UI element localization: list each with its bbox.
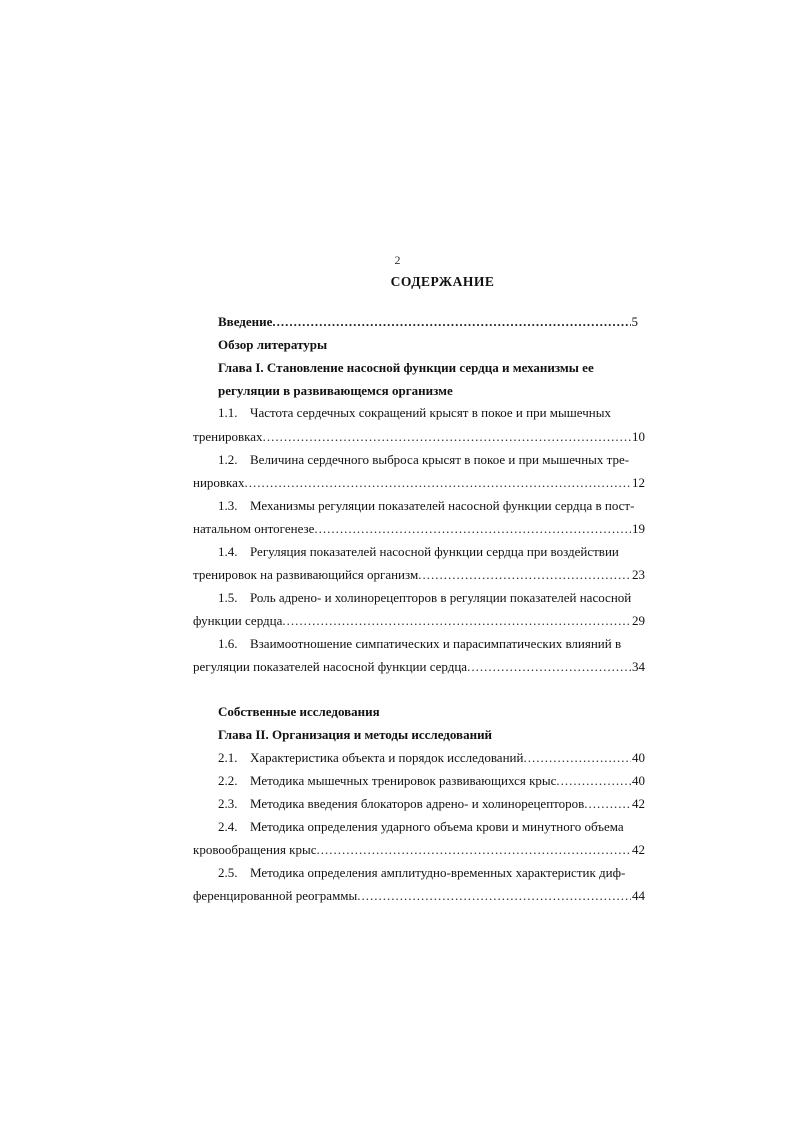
toc-section-number: 2.3. [218, 796, 238, 811]
toc-leader-dots [263, 428, 631, 446]
toc-entry-label: Роль адрено- и холинорецепторов в регуляции показателей насосной [250, 590, 632, 605]
toc-leader-dots [418, 566, 631, 584]
toc-section-number: 2.5. [218, 865, 238, 880]
toc-section-number: 1.1. [218, 405, 238, 420]
toc-entry-label: ференцированной реограммы [193, 888, 358, 903]
toc-chapter-1-title: Глава I. Становление насосной функции сердца и механизмы ее [218, 360, 594, 375]
toc-page-number: 42 [632, 842, 645, 857]
toc-leader-dots [584, 795, 631, 813]
toc-section-number: 1.4. [218, 544, 238, 559]
toc-page-number: 12 [632, 475, 645, 490]
toc-entry-1-1-cont[interactable] [193, 428, 645, 446]
toc-entry-1-6-cont[interactable] [193, 658, 645, 676]
toc-page-number: 42 [632, 796, 645, 811]
toc-entry-label: регуляции показателей насосной функции сердца [193, 659, 468, 674]
toc-entry-1-5-cont[interactable] [193, 612, 645, 630]
toc-entry-label: функции сердца [193, 613, 283, 628]
toc-entry-label: натальном онтогенезе [193, 521, 315, 536]
toc-entry-1-2[interactable] [218, 451, 629, 469]
toc-section-number: 1.2. [218, 452, 238, 467]
toc-page-number: 34 [632, 659, 645, 674]
toc-entry-label: Взаимоотношение симпатических и парасимпатических влияний в [250, 636, 622, 651]
toc-entry-1-2-cont[interactable] [193, 474, 645, 492]
toc-entry-label: Методика определения амплитудно-временных характеристик диф- [250, 865, 626, 880]
toc-entry-label: Частота сердечных сокращений крысят в покое и при мышечных [250, 405, 611, 420]
toc-entry-1-3-cont[interactable] [193, 520, 645, 538]
toc-leader-dots [282, 612, 631, 630]
toc-leader-dots [467, 658, 631, 676]
toc-section-number: 2.1. [218, 750, 238, 765]
toc-entry-label: кровообращения крыс [193, 842, 317, 857]
toc-entry-1-4-cont[interactable] [193, 566, 645, 584]
toc-page-number: 29 [632, 613, 645, 628]
toc-entry-1-6[interactable] [218, 635, 621, 653]
toc-entry-1-3[interactable] [218, 497, 634, 515]
toc-entry-label: Величина сердечного выброса крысят в покое и при мышечных тре- [250, 452, 630, 467]
toc-section-number: 1.6. [218, 636, 238, 651]
toc-entry-label: нировках [193, 475, 245, 490]
toc-page-number: 40 [632, 750, 645, 765]
toc-heading-lit-review: Обзор литературы [218, 337, 328, 352]
toc-entry-label: тренировках [193, 429, 263, 444]
toc-entry-1-4[interactable] [218, 543, 619, 561]
toc-page-number: 44 [632, 888, 645, 903]
toc-page-number: 19 [632, 521, 645, 536]
toc-section-number: 2.2. [218, 773, 238, 788]
toc-page-number: 5 [631, 314, 638, 329]
toc-entry-intro[interactable] [218, 313, 638, 331]
toc-chapter-1-title-cont: регуляции в развивающемся организме [218, 383, 453, 398]
page-number: 2 [394, 253, 401, 267]
toc-leader-dots [314, 520, 631, 538]
toc-entry-2-2[interactable] [218, 772, 645, 790]
toc-entry-2-4-cont[interactable] [193, 841, 645, 859]
toc-entry-label: Методика определения ударного объема крови и минутного объема [250, 819, 624, 834]
toc-entry-2-3[interactable] [218, 795, 645, 813]
toc-entry-2-5-cont[interactable] [193, 887, 645, 905]
toc-entry-1-1[interactable] [218, 404, 611, 422]
toc-section-number: 1.3. [218, 498, 238, 513]
page-title: СОДЕРЖАНИЕ [390, 274, 495, 289]
toc-entry-label: Методика мышечных тренировок развивающихся крыс [250, 773, 557, 788]
toc-heading-own-research: Собственные исследования [218, 704, 380, 719]
toc-entry-label: Механизмы регуляции показателей насосной функции сердца в пост- [250, 498, 635, 513]
toc-leader-dots [556, 772, 631, 790]
toc-leader-dots [523, 749, 631, 767]
toc-section-number: 2.4. [218, 819, 238, 834]
toc-entry-label: Регуляция показателей насосной функции сердца при воздействии [250, 544, 619, 559]
toc-entry-label: тренировок на развивающийся организм [193, 567, 419, 582]
toc-entry-label: Методика введения блокаторов адрено- и холинорецепторов [250, 796, 585, 811]
toc-section-number: 1.5. [218, 590, 238, 605]
toc-page-number: 23 [632, 567, 645, 582]
toc-leader-dots [244, 474, 631, 492]
toc-entry-2-1[interactable] [218, 749, 645, 767]
toc-entry-1-5[interactable] [218, 589, 631, 607]
toc-page-number: 10 [632, 429, 645, 444]
toc-entry-2-5[interactable] [218, 864, 625, 882]
toc-entry-label: Характеристика объекта и порядок исследований [250, 750, 524, 765]
toc-entry-label: Введение [218, 314, 273, 329]
toc-chapter-2-title: Глава II. Организация и методы исследований [218, 727, 493, 742]
toc-leader-dots [317, 841, 632, 859]
toc-leader-dots [357, 887, 631, 905]
toc-page-number: 40 [632, 773, 645, 788]
toc-leader-dots [272, 313, 630, 331]
toc-entry-2-4[interactable] [218, 818, 624, 836]
